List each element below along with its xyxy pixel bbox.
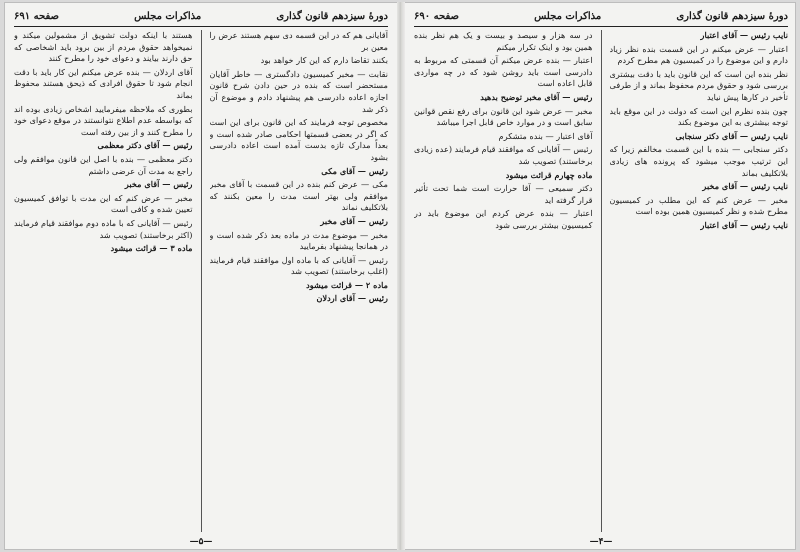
column-divider bbox=[201, 30, 202, 532]
speaker-line: رئیس — آقای مکی bbox=[321, 165, 388, 176]
paragraph: مخبر — عرض کنم که این مطلب در کمیسیون مطرح شده و نظر کمیسیون همین بوده است bbox=[609, 194, 788, 217]
speaker-line: نایب رئیس — آقای اعتبار bbox=[700, 30, 788, 40]
speaker-line: نایب رئیس — آقای مخبر bbox=[702, 181, 788, 192]
paragraph: هستند با اینکه دولت تشویق از مشمولین میکند و نمیخواهد حقوق مردم از بین برود باید اشخاصی که حق دارند بیایند و دعوای خود را مطرح کنند bbox=[14, 30, 193, 64]
document-spread bbox=[4, 2, 796, 550]
right-header-rule bbox=[414, 26, 788, 27]
left-header-page: صفحه ۶۹۱ bbox=[14, 10, 59, 22]
left-page bbox=[10, 2, 392, 550]
paragraph: در سه هزار و سیصد و بیست و یک هم نظر بنده همین بود و اینک تکرار میکنم bbox=[414, 30, 593, 52]
left-header-series: دورهٔ سیزدهم قانون گذاری bbox=[276, 10, 388, 22]
paragraph: مخبر — عرض کنم که این مدت با توافق کمیسیون تعیین شده و کافی است bbox=[14, 192, 193, 215]
paragraph: نقابت — مخبر کمیسیون دادگستری — خاطر آقایان مستحضر است که بنده در حین دادن شرح قانون اجازه اعاده دادرسی هم پیشنهاد دادم و موضوع آن ذکر شد bbox=[209, 68, 388, 114]
paragraph: بطوری که ملاحظه میفرمایید اشخاص زیادی بوده اند که بواسطه عدم اطلاع نتوانستند در موقع دعوای خود را مطرح کنند و از بین رفته است bbox=[14, 103, 193, 137]
speaker-line: رئیس — آقای دکتر معظمی bbox=[97, 140, 193, 151]
paragraph: نظر بنده این است که این قانون باید با دقت بیشتری بررسی شود و حقوق مردم محفوظ بماند و از طرفی تأخیر در کارها پیش نیاید bbox=[609, 68, 788, 102]
paragraph: مخبر — عرض شود این قانون برای رفع نقص قوانین سابق است و در موارد خاص قابل اجرا میباشد bbox=[414, 105, 593, 128]
paragraph: آقای اعتبار — بنده متشکرم bbox=[498, 130, 593, 141]
column-divider bbox=[601, 30, 602, 532]
paragraph: اعتبار — عرض میکنم در این قسمت بنده نظر زیاد دارم و این موضوع را در کمیسیون هم مطرح کردم bbox=[609, 43, 788, 66]
right-header-series: دورهٔ سیزدهم قانون گذاری bbox=[676, 10, 788, 22]
speaker-line: رئیس — آقای مخبر bbox=[124, 179, 193, 190]
paragraph: چون بنده نظرم این است که دولت در این موقع باید توجه بیشتری به این موضوع بکند bbox=[609, 105, 788, 128]
paragraph: آقای اردلان — بنده عرض میکنم این کار باید با دقت انجام شود تا حقوق افرادی که ذیحق هستند محفوظ بماند bbox=[14, 66, 193, 100]
left-page-header bbox=[14, 8, 388, 24]
paragraph: دکتر معظمی — بنده با اصل این قانون موافقم ولی راجع به مدت آن عرضی داشتم bbox=[14, 153, 193, 176]
right-page-columns bbox=[414, 30, 788, 532]
paragraph: اعتبار — بنده عرض کردم این موضوع باید در کمیسیون بیشتر بررسی شود bbox=[414, 208, 593, 230]
book-gutter bbox=[397, 2, 405, 550]
right-page-left-column bbox=[414, 30, 593, 532]
paragraph: رئیس — آقایانی که با ماده اول موافقند قیام فرمایند (اغلب برخاستند) تصویب شد bbox=[209, 254, 388, 277]
paragraph: مکی — عرض کنم بنده در این قسمت با آقای مخبر موافقم ولی بهتر است مدت را معین بکنند که بلاتکلیف نماند bbox=[209, 179, 388, 213]
paragraph: رئیس — آقایانی که با ماده دوم موافقند قیام فرمایند (اکثر برخاستند) تصویب شد bbox=[14, 217, 193, 240]
left-header-rule bbox=[14, 26, 388, 27]
speaker-line: رئیس — آقای مخبر توضیح بدهید bbox=[480, 91, 593, 102]
speaker-line: نایب رئیس — آقای دکتر سنجابی bbox=[675, 130, 788, 141]
right-header-center: مذاکرات مجلس bbox=[534, 10, 602, 22]
paragraph: مخصوص توجه فرمایند که این قانون برای این است که اگر در بعضی قسمتها احکامی صادر شده است و بعداً مدارک تازه بدست آمده است اعاده دادرسی بشود bbox=[209, 117, 388, 162]
speaker-line: نایب رئیس — آقای اعتبار bbox=[700, 219, 788, 230]
left-page-right-column bbox=[210, 30, 389, 532]
right-page-footer: —۴— bbox=[589, 537, 613, 547]
paragraph: بکنند تقاضا دارم که این کار خواهد بود bbox=[260, 55, 388, 66]
paragraph: دکتر سنجابی — بنده با این قسمت مخالفم زیرا که این ترتیب موجب میشود که پرونده های زیادی بلاتکلیف بماند bbox=[609, 144, 788, 178]
right-page-header bbox=[414, 8, 788, 24]
right-page-right-column bbox=[610, 30, 789, 532]
speaker-line: ماده ۳ — قرائت میشود bbox=[110, 243, 193, 254]
left-page-columns bbox=[14, 30, 388, 532]
speaker-line: رئیس — آقای مخبر bbox=[320, 215, 388, 226]
paragraph: اعتبار — بنده عرض میکنم آن قسمتی که مربوط به دادرسی است باید روشن شود که در چه مواردی قابل اعاده است bbox=[414, 55, 593, 89]
right-page bbox=[410, 2, 792, 550]
speaker-line: ماده ۲ — قرائت میشود bbox=[306, 279, 388, 290]
left-page-left-column bbox=[14, 30, 193, 532]
left-header-center: مذاکرات مجلس bbox=[134, 10, 202, 22]
paragraph: آقایانی هم که در این قسمه دی سهم هستند عرض را معین بر bbox=[209, 30, 388, 52]
speaker-line: ماده چهارم قرائت میشود bbox=[505, 169, 593, 180]
paragraph: دکتر سمیعی — آقا حرارت است شما تحت تأثیر قرار گرفته اید bbox=[414, 183, 593, 205]
right-header-page: صفحه ۶۹۰ bbox=[414, 10, 459, 22]
paragraph: مخبر — موضوع مدت در ماده بعد ذکر شده است و در همانجا پیشنهاد بفرمایید bbox=[209, 229, 388, 252]
paragraph: رئیس — آقایانی که موافقند قیام فرمایند (عده زیادی برخاستند) تصویب شد bbox=[414, 144, 593, 166]
speaker-line: رئیس — آقای اردلان bbox=[316, 293, 388, 304]
left-page-footer: —۵— bbox=[189, 537, 213, 547]
